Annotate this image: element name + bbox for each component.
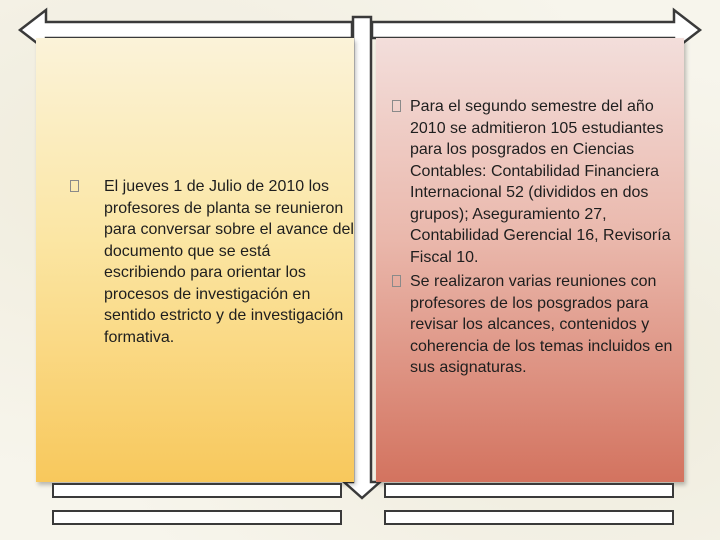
right-bullet-list <box>392 96 682 379</box>
square-bullet-icon <box>392 275 401 287</box>
bottom-bar-left-1 <box>52 483 342 498</box>
right-content-panel <box>376 38 684 482</box>
bullet-text: Para el segundo semestre del año 2010 se admitieron 105 estudiantes para los posgrados en Ciencias Contables: Contabilidad Financiera Internacional 52 (divididos en dos grupos); Aseguramiento 27, Contabilidad Gerencial 16, Revisoría Fiscal 10. <box>410 98 671 266</box>
square-bullet-icon <box>70 180 79 192</box>
bottom-bar-right-1 <box>384 483 674 498</box>
list-item <box>392 271 682 379</box>
list-item <box>392 96 682 268</box>
bottom-bar-left-2 <box>52 510 342 525</box>
left-bullet-list <box>70 176 354 348</box>
bottom-bar-right-2 <box>384 510 674 525</box>
bullet-text: Se realizaron varias reuniones con profesores de los posgrados para revisar los alcances, contenidos y coherencia de los temas incluidos en sus asignaturas. <box>410 273 673 376</box>
left-content-panel <box>36 38 354 482</box>
bullet-text: El jueves 1 de Julio de 2010 los profesores de planta se reunieron para conversar sobre el avance del documento que se está escribiendo para orientar los procesos de investigación en sentido estricto y de investigación formativa. <box>104 178 354 346</box>
square-bullet-icon <box>392 100 401 112</box>
list-item <box>70 176 354 348</box>
